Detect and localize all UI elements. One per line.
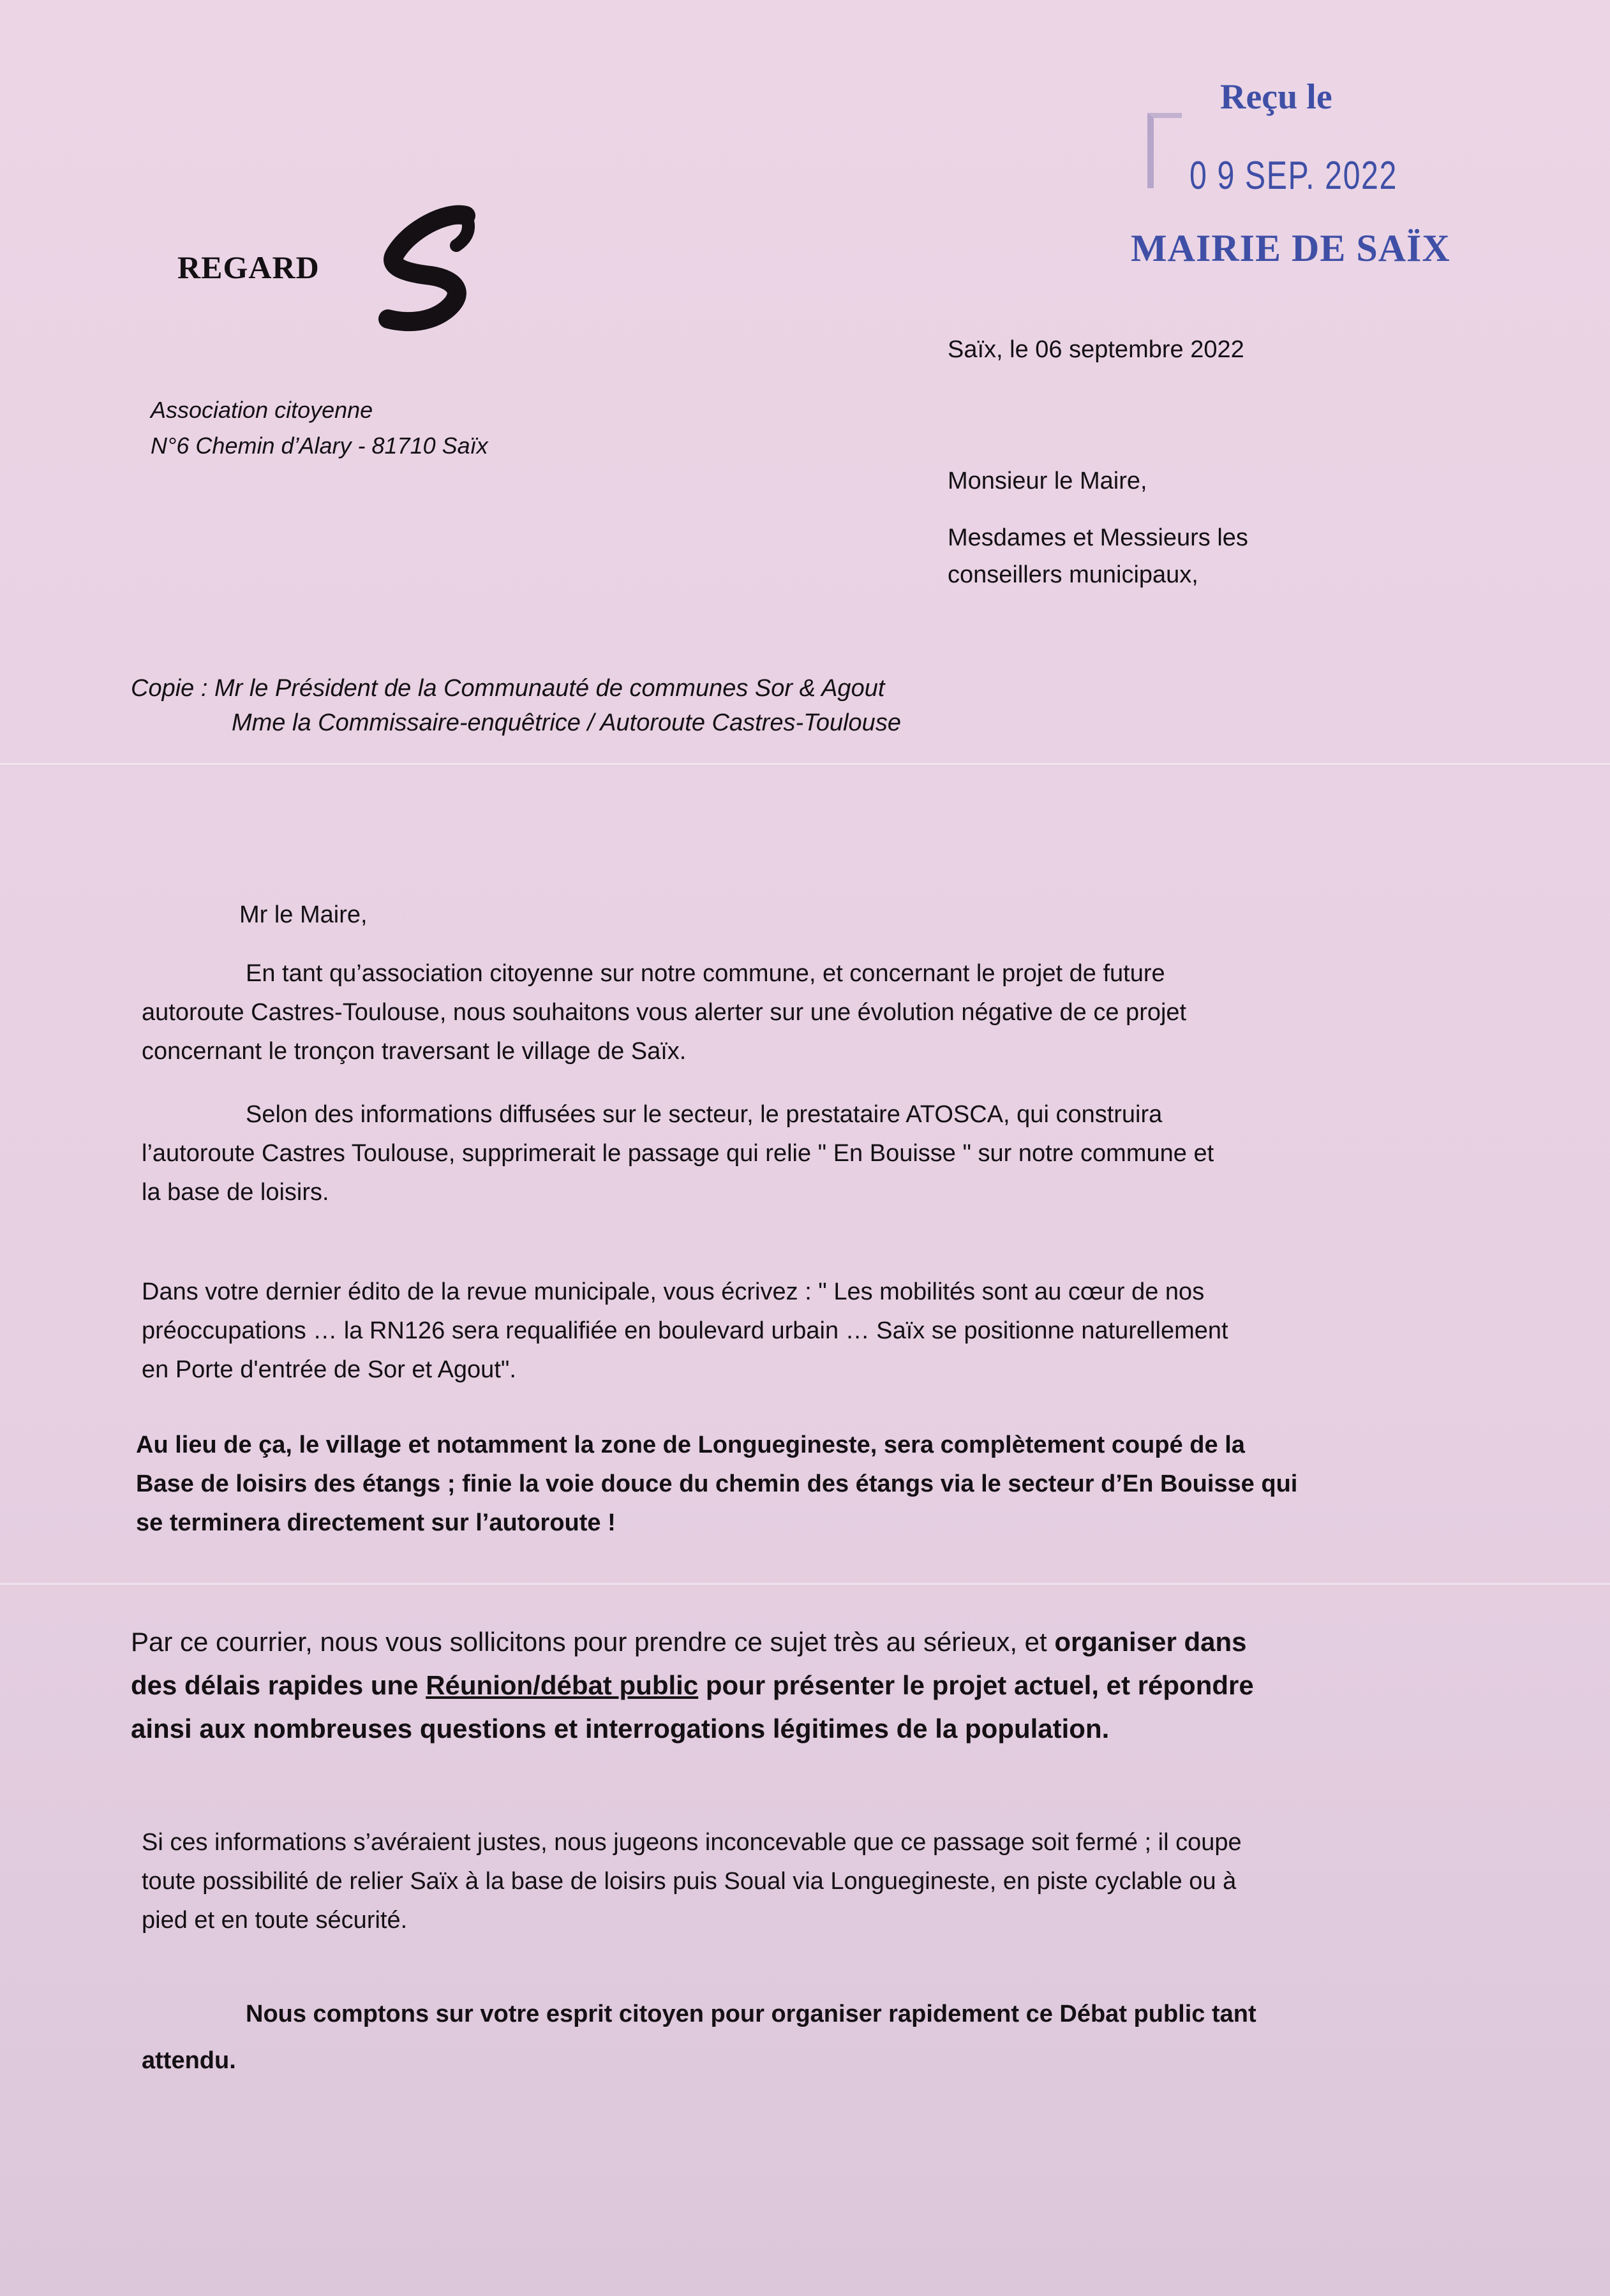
underlined-meeting-request: Réunion/débat public bbox=[426, 1670, 699, 1700]
paragraph-line: pied et en toute sécurité. bbox=[142, 1907, 408, 1934]
paragraph-line: Selon des informations diffusées sur le secteur, le prestataire ATOSCA, qui construira bbox=[246, 1101, 1163, 1128]
paragraph-line: ainsi aux nombreuses questions et interrogations légitimes de la population. bbox=[131, 1714, 1110, 1744]
paragraph-line: attendu. bbox=[142, 2047, 236, 2074]
paragraph-line: la base de loisirs. bbox=[142, 1179, 329, 1206]
paragraph-line: Si ces informations s’avéraient justes, nous jugeons inconcevable que ce passage soit fermé ; il coupe bbox=[142, 1829, 1242, 1856]
paragraph-line: autoroute Castres-Toulouse, nous souhaitons vous alerter sur une évolution négative de ce projet bbox=[142, 999, 1187, 1026]
paragraph-line: concernant le tronçon traversant le village de Saïx. bbox=[142, 1038, 687, 1065]
text-run-bold: pour présenter le projet actuel, et répondre bbox=[698, 1670, 1254, 1700]
stamp-received-label: Reçu le bbox=[1220, 77, 1332, 117]
logo-wordmark: REGARD bbox=[177, 249, 320, 285]
paragraph-line: se terminera directement sur l’autoroute ! bbox=[136, 1509, 616, 1536]
paper-fold-line bbox=[0, 1582, 1610, 1586]
paragraph-line: préoccupations … la RN126 sera requalifiée en boulevard urbain … Saïx se positionne naturellement bbox=[142, 1317, 1228, 1344]
place-and-date: Saïx, le 06 septembre 2022 bbox=[948, 336, 1244, 363]
stamp-received-date: 0 9 SEP. 2022 bbox=[1189, 154, 1398, 198]
text-run: Par ce courrier, nous vous sollicitons pour prendre ce sujet très au sérieux, et bbox=[131, 1627, 1055, 1657]
paragraph-line bbox=[131, 1620, 1458, 1664]
recipient-line: Mesdames et Messieurs les bbox=[948, 524, 1248, 551]
paragraph-line: toute possibilité de relier Saïx à la base de loisirs puis Soual via Longuegineste, en piste cyclable ou à bbox=[142, 1868, 1237, 1895]
paragraph-line: Nous comptons sur votre esprit citoyen pour organiser rapidement ce Débat public tant bbox=[246, 2001, 1256, 2027]
paragraph-line: Dans votre dernier édito de la revue municipale, vous écrivez : " Les mobilités sont au cœur de nos bbox=[142, 1278, 1205, 1305]
paragraph-edito-quote bbox=[142, 1273, 1469, 1389]
paragraph-information bbox=[142, 1095, 1469, 1212]
paragraph-closing bbox=[142, 1995, 1469, 2080]
sender-name: Association citoyenne bbox=[151, 397, 373, 423]
text-run-bold: organiser dans bbox=[1054, 1627, 1247, 1657]
paragraph-line: En tant qu’association citoyenne sur notre commune, et concernant le projet de future bbox=[246, 960, 1165, 987]
paragraph-line: l’autoroute Castres Toulouse, supprimerait le passage qui relie ʺ En Bouisse ʺ sur notre commune et bbox=[142, 1140, 1214, 1167]
paragraph-line: Au lieu de ça, le village et notamment la zone de Longuegineste, sera complètement coupé de la bbox=[136, 1432, 1245, 1458]
paragraph-line: en Porte d'entrée de Sor et Agout". bbox=[142, 1356, 516, 1383]
recipient-line: conseillers municipaux, bbox=[948, 561, 1198, 588]
paragraph-line bbox=[131, 1664, 1458, 1707]
logo-s-brush-mark bbox=[370, 204, 485, 332]
paper-fold-line bbox=[0, 762, 1610, 766]
salutation: Mr le Maire, bbox=[239, 901, 368, 928]
copy-recipient-line: Copie : Mr le Président de la Communauté de communes Sor & Agout bbox=[131, 675, 885, 702]
text-run-bold: des délais rapides une bbox=[131, 1670, 426, 1700]
paragraph-objection bbox=[142, 1823, 1469, 1940]
paragraph-intro bbox=[142, 954, 1469, 1071]
stamp-office-name: MAIRIE DE SAÏX bbox=[1131, 227, 1450, 269]
recipient-line: Monsieur le Maire, bbox=[948, 468, 1147, 494]
paragraph-request bbox=[131, 1620, 1458, 1751]
copy-recipient-line: Mme la Commissaire-enquêtrice / Autoroute Castres-Toulouse bbox=[232, 709, 901, 736]
stamp-corner-mark bbox=[1147, 113, 1182, 188]
paragraph-consequence bbox=[136, 1426, 1463, 1543]
sender-address: N°6 Chemin d’Alary - 81710 Saïx bbox=[151, 433, 488, 459]
paragraph-line: Base de loisirs des étangs ; finie la voie douce du chemin des étangs via le secteur d’En Bouisse qui bbox=[136, 1470, 1298, 1497]
